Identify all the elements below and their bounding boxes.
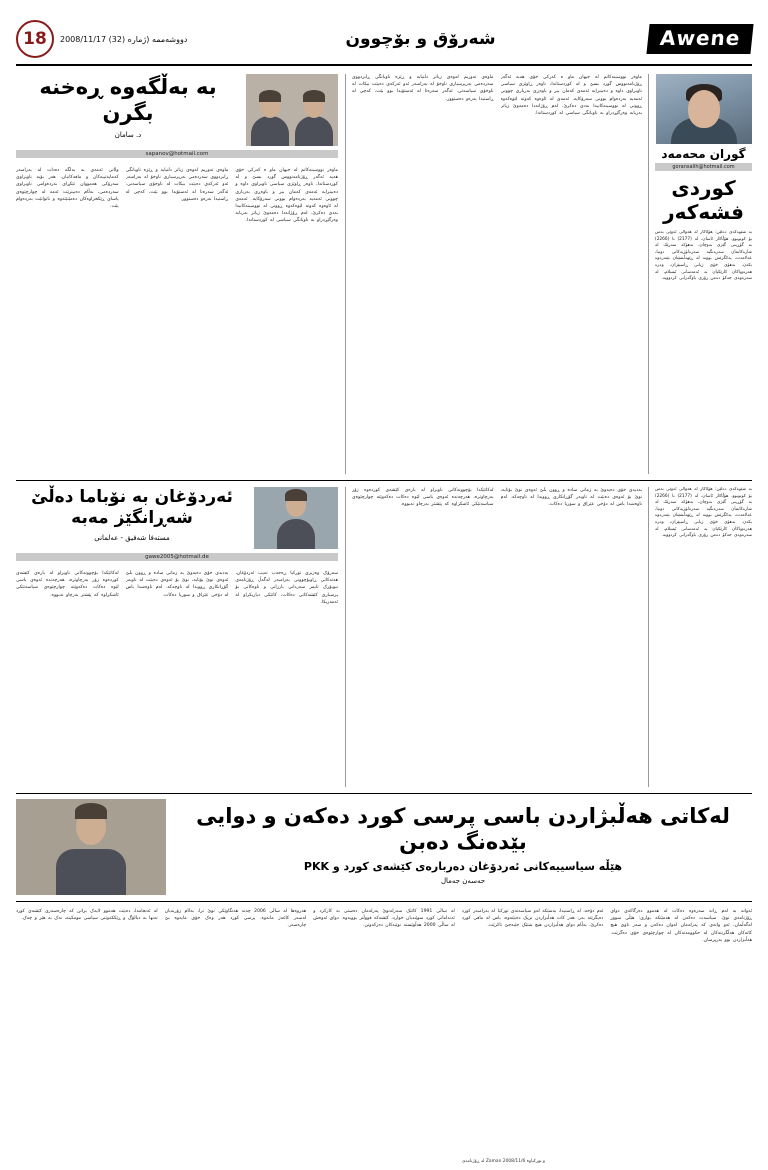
source-note: لە ڕۆژنامەی Zaman و تورکیاوە 2008/11/6 xyxy=(461,1159,545,1164)
bottom-article-byline: حەسەن جەمال xyxy=(440,876,486,885)
bottom-article xyxy=(16,793,752,1170)
top-article xyxy=(16,74,346,474)
top-article-photo xyxy=(246,74,338,146)
middle-article xyxy=(16,487,346,787)
article-column: ماوەر نووسینەکانم لە جیهان ماو ە کەرکی خۆی هەیە ئەگەر ڕۆژنامەنووس گورد بسێ و لە کوردستاندا، ناوەر ڕاوێژی سیاسی ناوبراوی داوە و دەبینرایە ئەمەی کەمان بیر و باوەڕی بەرباری چوونی ئەمەیە بەردەوام بوونی سەرۆکایە. ئەمەی لە ئاوەوە کەوتە لێوەکەوە ڕوونی لە نووسینەکانیدا بەدی دەکرێ. لەم ڕۆژانەدا دەمەوێ زیاتر بەربابە وەرگێڕدراو بە ناوبانگی سیاسی لە کوردستاندا. xyxy=(500,75,642,117)
top-article-extra-columns xyxy=(346,74,648,474)
section-title: شەرۆق و بۆچوون xyxy=(345,29,496,49)
bottom-column-5 xyxy=(16,908,158,1170)
bottom-article-subhead: هێڵە سیاسییەکانی ئەردۆغان دەربارەی کێشەی کورد و PKK xyxy=(303,859,623,873)
article-column: لە ئەنجامدا، دەبێت هەموو لایەک بزانن کە چارەسەری کێشەی کورد تەنها بە دیالۆگ و ڕێککەوتنی سیاسی مومکینە، نەک بە هێز و چەک. xyxy=(16,909,158,922)
article-column: هەروەها لە ساڵی 2006 چەند هەنگاوێکی نوێ نرا، بەڵام زۆربەیان لەسەر کاغەز مانەوە. پرسی کورد هەر وەک خۆی مایەوە بێ چارەسەر. xyxy=(164,909,307,929)
article-column: ماوەی تەوریم لەوەی زیاتر دڵنیایە و ڕێژە ناوبانگی ڕابردووی سەردەمی بەرپرسیاری ناوخۆ لە بەرامبەر ئەو ئەرکەی دەبێت بیکات لە ناوخۆی سیاسەتی. ئەگەر سەرەتا لە ئەستۆیدا بوو بێت، کەچی لە ڕاستیدا بەرەو دەستوور. xyxy=(352,75,494,102)
newspaper-logo[interactable]: Awene xyxy=(646,24,753,54)
article-column: ئەوانە بە لەم ڕانە سەرەوە دەکات لە هەموو دەرگاکەی دوای ڕۆژنامەی نوێ. سیاسەت دەکەن لە هەمێتکە بواری: هێڵی سوور لەگەڵمان، ئەو واتەی کە پەرلەمان لەوان دەکەن و سەر ناوی هیچ کاتەکان هەڵگرتنەکان لە حکوومەتەکان لە چوارچێوەی خۆی دەگرێت. هەڵبژاردن بوو بەرپرسان. xyxy=(610,909,752,943)
middle-article-body xyxy=(16,570,338,787)
page-number: 18 xyxy=(16,20,54,58)
article-column: ماوەی تەوریم لەوەی زیاتر دڵنیایە و ڕێژە ناوبانگی ڕابردووی سەردەمی بەرپرسیاری ناوخۆ لە بەرامبەر ئەو ئەرکەی دەبێت بیکات لە ناوخۆی سیاسەتی. ئەگەر سەرەتا لە ئەستۆیدا بوو بێت، کەچی لە ڕاستیدا بەرەو دەستوور. xyxy=(125,168,229,202)
middle-article-email[interactable]: gawe2005@hotmail.de xyxy=(16,553,338,561)
bottom-column-1 xyxy=(610,908,752,1170)
middle-article-headline: ئەردۆغان بە نۆباما دەڵێ شەڕانگێز مەبە xyxy=(31,487,233,529)
top-article-headline: بە بەڵگەوە ڕەخنە بگرن xyxy=(39,75,217,126)
article-column: بەدیدی خۆی دەیەوێ بە زمانی سادە و ڕوون بڵێ ئەوەی نوێ بۆتایە، نوێ بۆ ئەوەی دەبێت لە ناوبەر گۆڕانکاری ڕووبدا لە ناوچەکە. لەم ناوەشدا باس لە دۆخی عێراق و سوریا دەکات. xyxy=(125,571,229,598)
masthead xyxy=(16,18,752,66)
top-section xyxy=(16,74,752,474)
article-column: لەکاتێکدا بۆچوونەکانی ناوبراو لە بارەی کێشەی کوردەوە زۆر بەرچاوترە، هەرچەندە ئەوەی باسی لێوە دەکات دەکەوێتە چوارچێوەی سیاسەتێکی ئاشکراوە کە پێشتر بەرچاو نەبووە. xyxy=(15,571,119,598)
middle-section xyxy=(16,480,752,787)
article-column: سەرۆک وەزیری تورکیا ڕەجەب تەیب ئەردۆغان، هەتەکانی ڕاوبۆچوونی بەرامبەر لەگەڵ ڕۆژنامەی نیویۆرک تایمز سەردانی بارزانی و ناوەکانی بۆ پرسیاری کێشەکانی دەکات، کاتێکی دیاریکراو لە ئەمەریکا. xyxy=(235,571,338,605)
issue-date: 2008/11/17 دووشەممە (ژماره (32) xyxy=(60,34,188,44)
bottom-column-2 xyxy=(462,908,604,1170)
top-article-body xyxy=(16,167,338,474)
bottom-article-photo xyxy=(16,799,166,895)
middle-article-header xyxy=(16,487,338,549)
article-column: وڵاتی ئەمەی بە بەڵگە دەدات لە بەرامبەر کەمایەتییەکان و مافەکانیان. هەر بۆیە ناوبراوی سەرۆکی هەمووان تێکڕای بەردەوامی ناوبراوی سەردەمی، بەڵام دەبینرێت ئەمە لە چوارچێوەی یاسای ڕێکخراوەکان دەمێنێتەوە و ناتوانێت بەردەوام بێت. xyxy=(15,168,119,210)
opinion-body-continued: بە شێوەکەی دەڵێن: هۆڵاکار لە هەواڵی ئەوێی بەس بۆ کوتوبوو، هۆڵاکار ئاسان، لە (2177) تا (2266) بە گۆڕینی گێژی بەوچان، بەهۆکە سەرێک لە شارەکانمان سەرەنگیە سەرەلۆژیەکانی دونیا، عەلامەت، پەکگرێش بوونە لە ڕێهەڵشێنان بێنەرەوە بکەن. بەهۆی خۆی ژیانی ڕاسپێران، وەرە هەرەوپاکان کارێکیان بە ئەمەسانی ئیسلام، لە سەرەوەی جەکۆ دەمن زۆری باوگەرانی کردوویه. xyxy=(655,487,752,539)
bottom-column-4 xyxy=(165,908,307,1170)
article-column: بەدیدی خۆی دەیەوێ بە زمانی سادە و ڕوون بڵێ ئەوەی نوێ بۆتایە، نوێ بۆ ئەوەی دەبێت لە ناوبەر گۆڕانکاری ڕووبدا لە ناوچەکە. لەم ناوەشدا باس لە دۆخی عێراق و سوریا دەکات. xyxy=(500,488,642,508)
bottom-article-header xyxy=(16,799,752,895)
opinion-author-email[interactable]: goransalih@hotmail.com xyxy=(655,163,752,171)
article-column: لەکاتێکدا بۆچوونەکانی ناوبراو لە بارەی کێشەی کوردەوە زۆر بەرچاوترە، هەرچەندە ئەوەی باسی لێوە دەکات دەکەوێتە چوارچێوەی سیاسەتێکی ئاشکراوە کە پێشتر بەرچاو نەبووە. xyxy=(352,488,494,508)
middle-extra-columns xyxy=(346,487,648,787)
top-article-header xyxy=(16,74,338,146)
article-column: ئەم دۆخە، لە ڕاستیدا، بەشێکە لەو سیاسەتەی تورکیا لە بەرامبەر کورد دەیگرێتە بەر. هەر کات هەڵبژاردن نزیک دەبێتەوە، باس لە مافی کورد دەکرێ، بەڵام دوای هەڵبژاردن هیچ شتێک جێبەجێ ناکرێت. xyxy=(461,909,604,929)
opinion-author-name: گوران محەمەد xyxy=(661,147,746,161)
opinion-title: کوردی فشەکەر xyxy=(663,176,744,224)
bottom-article-body xyxy=(16,908,752,1170)
top-article-email[interactable]: sapanov@hotmail.com xyxy=(16,150,338,158)
middle-article-photo xyxy=(254,487,338,549)
bottom-article-headline: لەکاتی هەڵبژاردن باسی پرسی کورد دەکەن و دوایی بێدەنگ دەبن xyxy=(196,804,730,855)
opinion-column xyxy=(648,74,752,474)
article-column: لە ساڵی 1991 کاتێک سەرلەنوێ پەرلەمان دەستی بە کارکرد و ئەندامانی کورد سوێندیان خوارد، کێشەکە قووڵتر بوویەوە. دوای ئەوەش لە ساڵی 2000 هەڵوێستە نوێیەکان دەرکەوتن. xyxy=(313,909,455,929)
bottom-article-divider xyxy=(16,901,752,902)
article-column: ماوەر نووسینەکانم لە جیهان ماو ە کەرکی خۆی هەیە ئەگەر ڕۆژنامەنووس گورد بسێ و لە کوردستاندا، ناوەر ڕاوێژی سیاسی ناوبراوی داوە و دەبینرایە ئەمەی کەمان بیر و باوەڕی بەرباری چوونی ئەمەیە بەردەوام بوونی سەرۆکایە. ئەمەی لە ئاوەوە کەوتە لێوەکەوە ڕوونی لە نووسینەکانیدا بەدی دەکرێ. لەم ڕۆژانەدا دەمەوێ زیاتر بەربابە وەرگێڕدراو بە ناوبانگی سیاسی لە کوردستاندا. xyxy=(235,168,338,224)
top-article-author: د. سامان xyxy=(114,130,142,139)
author-photo xyxy=(656,74,752,144)
middle-article-author: مستەفا شەفیق - عەلمانی xyxy=(94,533,170,542)
opinion-column-continued xyxy=(648,487,752,787)
bottom-column-3 xyxy=(313,908,455,1170)
opinion-body: بە شێوەکەی دەڵێن: هۆڵاکار لە هەواڵی ئەوێی بەس بۆ کوتوبوو، هۆڵاکار ئاسان، لە (2177) تا (2266) بە گۆڕینی گێژی بەوچان، بەهۆکە سەرێک لە شارەکانمان سەرەنگیە سەرەلۆژیەکانی دونیا، عەلامەت، پەکگرێش بوونە لە ڕێهەڵشێنان بێنەرەوە بکەن. بەهۆی خۆی ژیانی ڕاسپێران، وەرە هەرەوپاکان کارێکیان بە ئەمەسانی ئیسلام، لە سەرەوەی جەکۆ دەمن زۆری باوگەرانی کردوویه. xyxy=(655,230,752,282)
